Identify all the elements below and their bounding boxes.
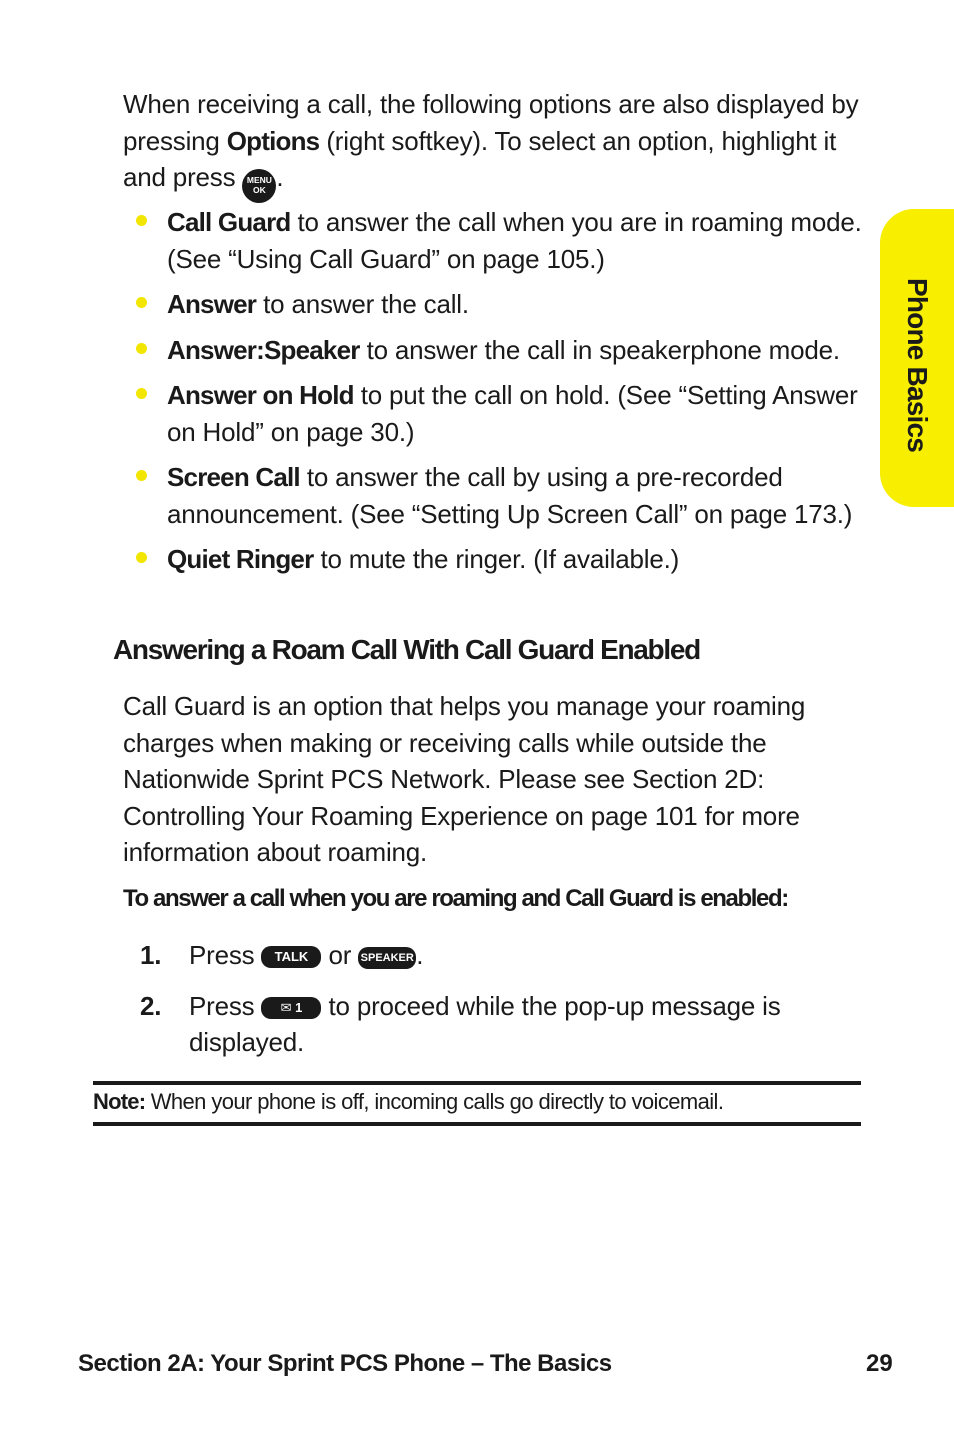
side-tab-label: Phone Basics — [902, 277, 933, 453]
talk-key-icon: TALK — [261, 946, 321, 968]
note — [93, 1086, 723, 1118]
one-key-icon: ✉ 1 — [261, 997, 321, 1019]
step-number: 1. — [140, 940, 162, 970]
intro-paragraph: When receiving a call, the following options are also displayed by pressing Options (right softkey). To select an option, highlight it and press MENU OK . — [123, 86, 868, 203]
menu-ok-key-icon: MENU OK — [242, 169, 276, 203]
bullet-icon — [136, 297, 147, 308]
bullet-icon — [136, 552, 147, 563]
step-item: 2. Press ✉ 1 to proceed while the pop-up message is displayed. — [140, 988, 860, 1061]
bullet-icon — [136, 470, 147, 481]
step-number: 2. — [140, 990, 162, 1021]
note-label: Note: — [93, 1089, 146, 1114]
bullet-icon — [136, 215, 147, 226]
speaker-key-icon: SPEAKER — [358, 947, 416, 969]
note-rule-top — [93, 1081, 861, 1085]
page-number: 29 — [866, 1350, 893, 1377]
instruction-heading: To answer a call when you are roaming and Call Guard is enabled: — [123, 885, 788, 912]
step-item: 1. Press TALK or SPEAKER. — [140, 937, 860, 974]
options-term: Options — [226, 125, 320, 156]
list-item: Answer on Hold to put the call on hold. (See “Setting Answer on Hold” on page 30.) — [123, 377, 868, 450]
note-text: When your phone is off, incoming calls go directly to voicemail. — [145, 1089, 724, 1114]
note-rule-bottom — [93, 1122, 861, 1126]
section-heading: Answering a Roam Call With Call Guard Enabled — [113, 634, 700, 665]
footer-section-title: Section 2A: Your Sprint PCS Phone – The Basics — [78, 1350, 612, 1377]
bullet-icon — [136, 343, 147, 354]
list-item: Screen Call to answer the call by using a pre-recorded announcement. (See “Setting Up Screen Call” on page 173.) — [123, 459, 868, 532]
list-item: Answer:Speaker to answer the call in speakerphone mode. — [123, 332, 868, 369]
bullet-icon — [136, 388, 147, 399]
list-item: Answer to answer the call. — [123, 286, 868, 323]
section-paragraph: Call Guard is an option that helps you manage your roaming charges when making or receiving calls while outside the Nationwide Sprint PCS Network. Please see Section 2D: Controlling Your Roaming Experience on page 101 for more information about roaming. — [123, 691, 806, 867]
list-item: Call Guard to answer the call when you are in roaming mode. (See “Using Call Guard” on page 105.) — [123, 204, 868, 277]
steps-list — [140, 937, 860, 1075]
answer-options-list — [123, 204, 868, 587]
list-item: Quiet Ringer to mute the ringer. (If available.) — [123, 541, 868, 578]
